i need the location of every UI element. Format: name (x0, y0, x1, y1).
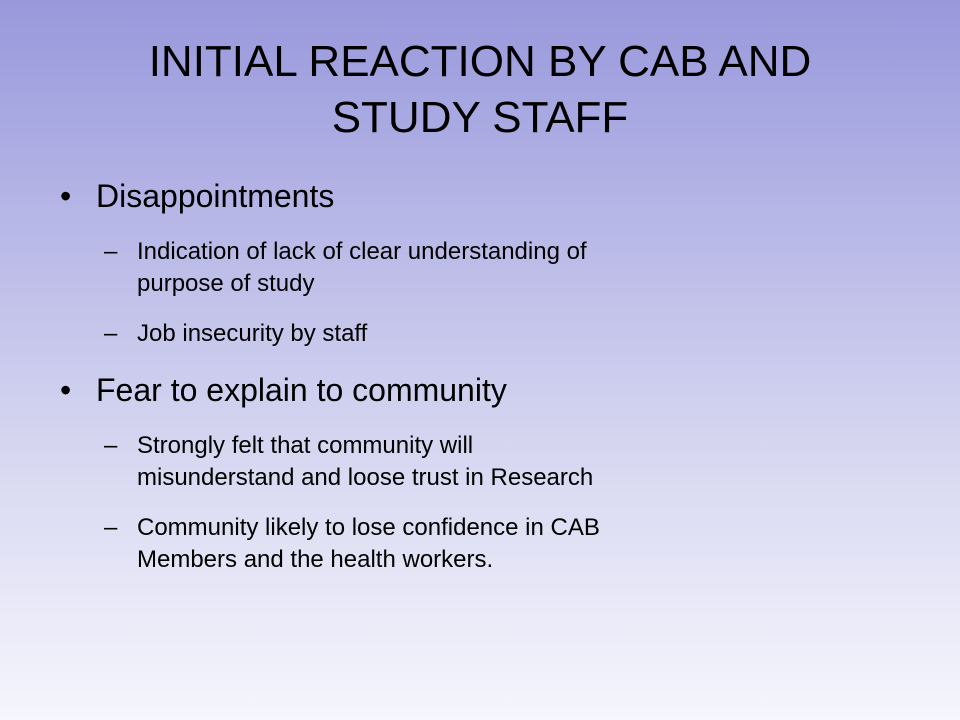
sub-bullet-item (60, 512, 900, 576)
sub-bullet-item (60, 318, 900, 350)
bullet-text: Fear to explain to community (96, 372, 507, 408)
sub-bullet-line: Job insecurity by staff (137, 320, 368, 347)
sub-bullet-line: Members and the health workers. (137, 546, 494, 573)
dash-icon: – (104, 432, 118, 459)
bullet-group (60, 174, 900, 350)
slide-body (60, 174, 900, 594)
sub-bullet-line: Strongly felt that community will (137, 432, 474, 459)
sub-bullet-line: Community likely to lose confidence in CAB (137, 514, 600, 541)
bullet-item (60, 368, 900, 412)
sub-bullet-line: Indication of lack of clear understanding of (137, 238, 587, 265)
slide-title (48, 34, 912, 146)
bullet-text: Disappointments (96, 178, 335, 214)
sub-bullet-line: purpose of study (137, 270, 315, 297)
bullet-group (60, 368, 900, 576)
sub-bullet-item (60, 430, 900, 494)
dash-icon: – (104, 238, 118, 265)
bullet-icon: • (60, 178, 72, 214)
dash-icon: – (104, 514, 118, 541)
dash-icon: – (104, 320, 118, 347)
slide-title-line: INITIAL REACTION BY CAB AND (148, 37, 812, 86)
bullet-icon: • (60, 372, 72, 408)
sub-bullet-item (60, 236, 900, 300)
slide-title-line: STUDY STAFF (331, 93, 629, 142)
bullet-item (60, 174, 900, 218)
sub-bullet-list (60, 430, 900, 576)
sub-bullet-line: misunderstand and loose trust in Research (137, 464, 594, 491)
sub-bullet-list (60, 236, 900, 350)
